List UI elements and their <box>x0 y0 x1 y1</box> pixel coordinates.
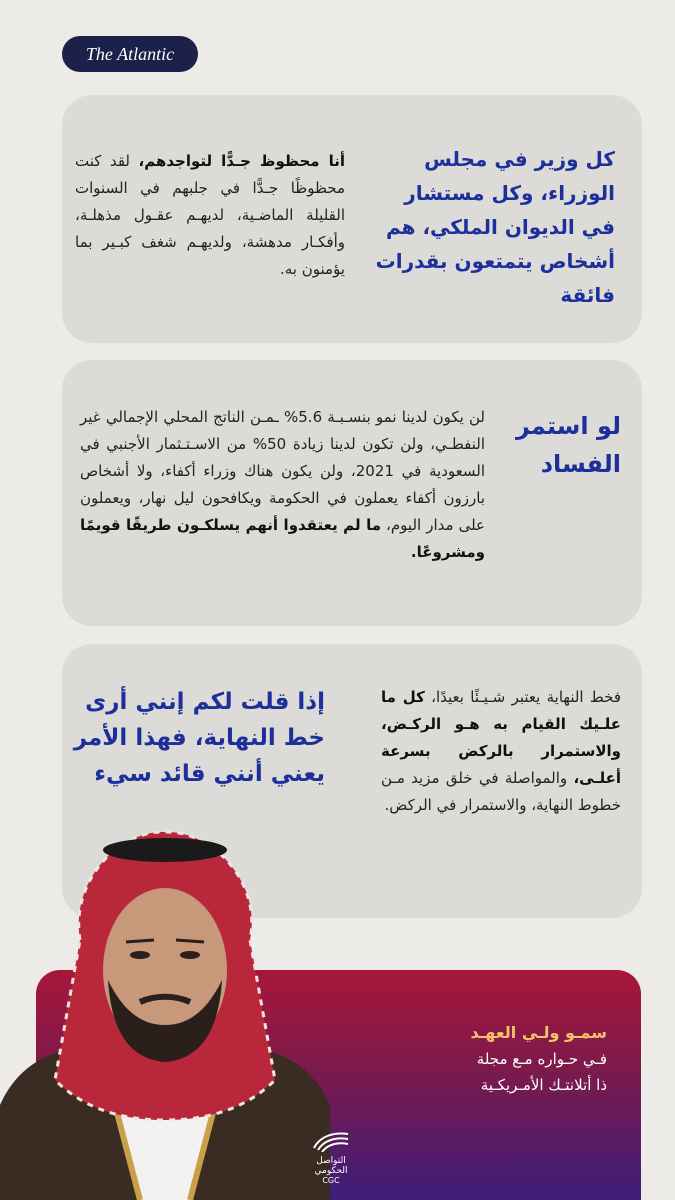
caption-block <box>377 1020 607 1098</box>
quote-2-headline: لو استمر الفساد <box>515 412 621 478</box>
quote-3-body-pre: فخط النهاية يعتبر شـيـئًا بعيدًا، <box>424 688 621 706</box>
quote-1-body-bold: أنا محظوظ جـدًّا لتواجدهم، <box>138 152 345 170</box>
quote-1-body-rest: لقد كنت محظوظًا جـدًّا في جلبهم في السنوات القليلة الماضـية، لديهـم عقـول مذهلـة، وأفكـار مدهشة، ولديهـم شغف كبـير بما يؤمنون به. <box>75 152 345 278</box>
the-atlantic-badge <box>62 36 198 72</box>
cgc-logo-ar-line-2: الحكومي <box>314 1166 348 1176</box>
cgc-logo-en: CGC <box>322 1176 340 1185</box>
caption-title: سمـو ولـي العهـد <box>470 1023 607 1042</box>
portrait-image <box>0 820 330 1200</box>
quote-3-body <box>381 684 621 819</box>
quote-1-headline: كل وزير في مجلس الوزراء، وكل مستشار في الديوان الملكي، هم أشخاص يتمتعون بقدرات فائقة <box>375 147 615 307</box>
quote-3-body-bold: كل ما علـيك القيام به هـو الركـض، والاستمرار بالركض بسرعة أعلـى، <box>381 688 621 787</box>
cgc-logo-mark-icon <box>310 1128 352 1152</box>
quote-2-body-bold: ما لم يعتقدوا أنهم يسلكـون طريقًا قويمًا ومشروعًا. <box>80 516 485 561</box>
quote-3-headline: إذا قلت لكم إنني أرى خط النهاية، فهذا الأمر يعني أنني قائد سيء <box>73 689 325 787</box>
cgc-logo-ar-line-1: التواصل <box>316 1156 346 1166</box>
quote-2-body-rest: لن يكون لدينا نمو بنسـبـة 5.6% ـمـن الناتج المحلي الإجمالي غير النفطـي، ولن تكون لدينا زيادة 50% من الاسـتـثمار الأجنبي في السعودية في 2021، ولن يكون هناك وزراء أكفاء، ولا أشخاص بارزون أكفاء يعملون في الحكومة ويكافحون ليل نهار، ويعملون على مدار اليوم، <box>80 408 485 534</box>
quote-3-body-rest: والمواصلة في خلق مزيد مـن خطوط النهاية، والاستمرار في الركض. <box>381 769 621 814</box>
brand-name: The Atlantic <box>85 43 175 64</box>
caption-line-2: فـي حـواره مـع مجلة <box>476 1050 607 1068</box>
quote-1-body <box>75 148 345 283</box>
caption-line-3: ذا أتلانتـك الأمـريكـية <box>480 1076 607 1094</box>
quote-2-body <box>80 404 485 566</box>
cgc-logo <box>296 1128 366 1188</box>
